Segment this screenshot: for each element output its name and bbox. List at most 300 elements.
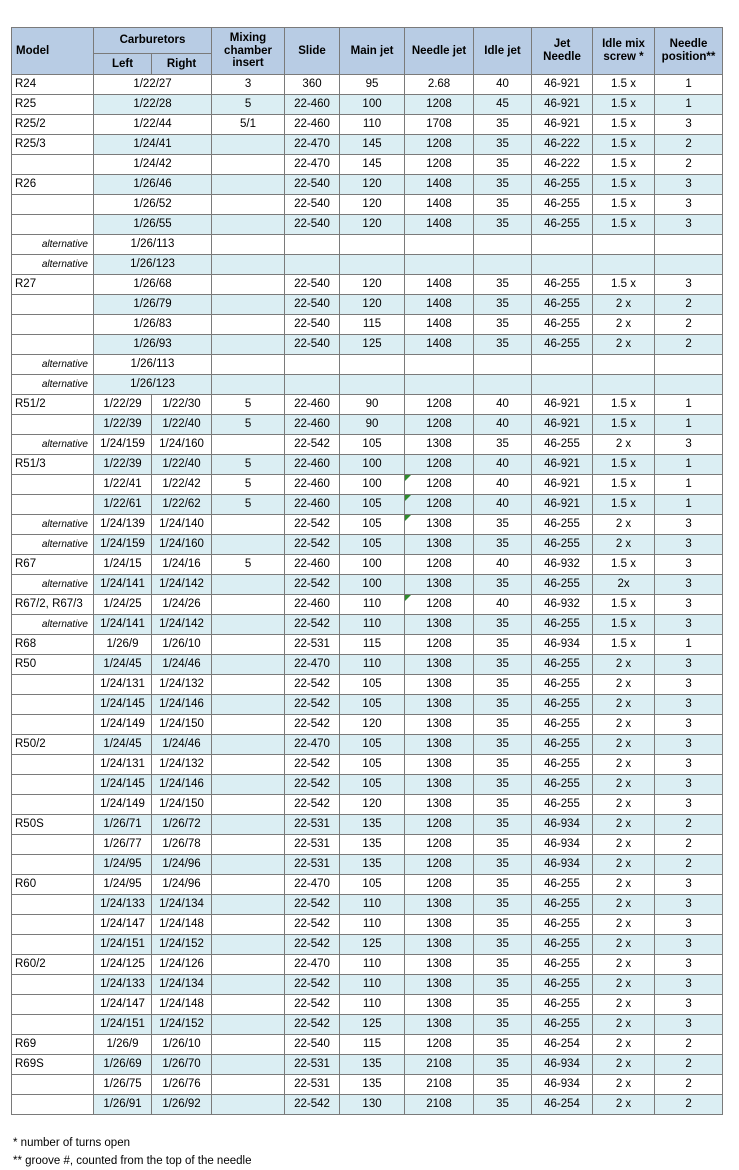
jet-needle-cell: 46-934	[532, 855, 593, 875]
jet-needle-cell: 46-255	[532, 615, 593, 635]
table-row	[12, 555, 723, 575]
slide-cell: 22-531	[285, 835, 340, 855]
needle-position-cell: 3	[655, 1015, 723, 1035]
header-left: Left	[94, 54, 152, 75]
idle-jet-cell: 35	[474, 335, 532, 355]
needle-position-cell: 3	[655, 535, 723, 555]
carburetor-left-cell: 1/26/91	[94, 1095, 152, 1115]
jet-needle-cell: 46-921	[532, 415, 593, 435]
carburetor-right-cell: 1/24/148	[152, 995, 212, 1015]
idle-jet-cell: 35	[474, 1015, 532, 1035]
model-cell	[12, 215, 94, 235]
carburetor-cell: 1/26/46	[94, 175, 212, 195]
slide-cell: 22-542	[285, 975, 340, 995]
jet-needle-cell: 46-932	[532, 555, 593, 575]
model-cell	[12, 1075, 94, 1095]
table-row	[12, 535, 723, 555]
jet-needle-cell: 46-254	[532, 1035, 593, 1055]
model-cell: R69	[12, 1035, 94, 1055]
needle-jet-cell: 1408	[405, 335, 474, 355]
carburetor-right-cell: 1/24/132	[152, 755, 212, 775]
header-jet-needle: Jet Needle	[532, 28, 593, 75]
main-jet-cell: 90	[340, 395, 405, 415]
mixing-insert-cell: 5	[212, 475, 285, 495]
main-jet-cell: 120	[340, 795, 405, 815]
needle-position-cell: 3	[655, 755, 723, 775]
carburetor-right-cell: 1/22/62	[152, 495, 212, 515]
main-jet-cell: 105	[340, 755, 405, 775]
idle-mix-screw-cell: 1.5 x	[593, 275, 655, 295]
jet-needle-cell: 46-255	[532, 315, 593, 335]
idle-jet-cell: 35	[474, 1095, 532, 1115]
jet-needle-cell: 46-254	[532, 1095, 593, 1115]
main-jet-cell: 105	[340, 735, 405, 755]
mixing-insert-cell: 5	[212, 495, 285, 515]
needle-position-cell: 2	[655, 835, 723, 855]
main-jet-cell	[340, 375, 405, 395]
table-row	[12, 715, 723, 735]
idle-jet-cell: 35	[474, 695, 532, 715]
main-jet-cell: 100	[340, 475, 405, 495]
table-row	[12, 1055, 723, 1075]
idle-jet-cell: 35	[474, 715, 532, 735]
carburetor-right-cell: 1/24/160	[152, 435, 212, 455]
table-row	[12, 655, 723, 675]
jet-needle-cell: 46-932	[532, 595, 593, 615]
model-cell	[12, 315, 94, 335]
idle-jet-cell	[474, 375, 532, 395]
main-jet-cell: 125	[340, 335, 405, 355]
mixing-insert-cell	[212, 215, 285, 235]
comment-marker-icon	[405, 595, 411, 601]
table-row	[12, 735, 723, 755]
idle-mix-screw-cell: 2 x	[593, 435, 655, 455]
main-jet-cell: 110	[340, 595, 405, 615]
jet-needle-cell: 46-255	[532, 915, 593, 935]
mixing-insert-cell	[212, 735, 285, 755]
needle-jet-cell: 1208	[405, 815, 474, 835]
needle-position-cell: 3	[655, 575, 723, 595]
needle-position-cell: 2	[655, 155, 723, 175]
needle-position-cell: 2	[655, 295, 723, 315]
carburetor-left-cell: 1/24/151	[94, 1015, 152, 1035]
mixing-insert-cell	[212, 975, 285, 995]
carburetor-cell: 1/22/28	[94, 95, 212, 115]
needle-position-cell: 2	[655, 335, 723, 355]
idle-jet-cell: 35	[474, 635, 532, 655]
carburetor-right-cell: 1/24/146	[152, 775, 212, 795]
jet-needle-cell: 46-255	[532, 295, 593, 315]
main-jet-cell: 105	[340, 775, 405, 795]
carburetor-cell: 1/26/68	[94, 275, 212, 295]
carburetor-left-cell: 1/24/145	[94, 775, 152, 795]
idle-mix-screw-cell: 1.5 x	[593, 615, 655, 635]
model-cell	[12, 835, 94, 855]
table-row	[12, 935, 723, 955]
table-row	[12, 1095, 723, 1115]
carburetor-left-cell: 1/26/69	[94, 1055, 152, 1075]
needle-jet-cell: 1208	[405, 415, 474, 435]
idle-jet-cell: 35	[474, 975, 532, 995]
table-row	[12, 515, 723, 535]
carburetor-right-cell: 1/24/26	[152, 595, 212, 615]
slide-cell: 22-542	[285, 935, 340, 955]
idle-mix-screw-cell: 2 x	[593, 935, 655, 955]
mixing-insert-cell	[212, 615, 285, 635]
main-jet-cell: 135	[340, 835, 405, 855]
carburetor-right-cell: 1/24/150	[152, 795, 212, 815]
main-jet-cell: 110	[340, 995, 405, 1015]
table-row	[12, 595, 723, 615]
idle-mix-screw-cell: 2 x	[593, 295, 655, 315]
slide-cell: 22-542	[285, 695, 340, 715]
carburetor-left-cell: 1/24/147	[94, 915, 152, 935]
slide-cell: 22-470	[285, 655, 340, 675]
table-row	[12, 115, 723, 135]
needle-position-cell: 3	[655, 735, 723, 755]
idle-jet-cell	[474, 355, 532, 375]
mixing-insert-cell: 5	[212, 395, 285, 415]
carburetor-cell: 1/22/44	[94, 115, 212, 135]
idle-jet-cell: 35	[474, 775, 532, 795]
mixing-insert-cell	[212, 515, 285, 535]
model-cell: alternative	[12, 355, 94, 375]
mixing-insert-cell: 5/1	[212, 115, 285, 135]
needle-jet-cell: 1308	[405, 715, 474, 735]
mixing-insert-cell	[212, 255, 285, 275]
carburetor-right-cell: 1/26/92	[152, 1095, 212, 1115]
jet-needle-cell: 46-255	[532, 935, 593, 955]
needle-position-cell: 3	[655, 715, 723, 735]
needle-jet-cell: 1208	[405, 595, 474, 615]
slide-cell: 22-540	[285, 315, 340, 335]
carburetor-left-cell: 1/24/125	[94, 955, 152, 975]
idle-jet-cell: 35	[474, 915, 532, 935]
carburetor-left-cell: 1/26/9	[94, 635, 152, 655]
main-jet-cell: 145	[340, 155, 405, 175]
needle-position-cell: 3	[655, 615, 723, 635]
model-cell: alternative	[12, 575, 94, 595]
mixing-insert-cell	[212, 535, 285, 555]
carburetor-left-cell: 1/24/95	[94, 875, 152, 895]
model-cell: alternative	[12, 375, 94, 395]
mixing-insert-cell	[212, 1035, 285, 1055]
main-jet-cell: 110	[340, 655, 405, 675]
needle-jet-cell	[405, 255, 474, 275]
needle-jet-cell: 1408	[405, 195, 474, 215]
needle-jet-cell: 1308	[405, 995, 474, 1015]
model-cell: R27	[12, 275, 94, 295]
idle-jet-cell: 40	[474, 475, 532, 495]
header-carburetors: Carburetors	[94, 28, 212, 54]
slide-cell: 22-540	[285, 335, 340, 355]
carburetor-right-cell: 1/24/140	[152, 515, 212, 535]
carburetor-cell: 1/26/113	[94, 355, 212, 375]
needle-jet-cell: 1408	[405, 315, 474, 335]
header-slide: Slide	[285, 28, 340, 75]
mixing-insert-cell	[212, 935, 285, 955]
idle-jet-cell: 45	[474, 95, 532, 115]
jet-needle-cell: 46-921	[532, 95, 593, 115]
mixing-insert-cell	[212, 875, 285, 895]
idle-jet-cell: 35	[474, 655, 532, 675]
slide-cell: 22-531	[285, 635, 340, 655]
carburetor-left-cell: 1/24/145	[94, 695, 152, 715]
mixing-insert-cell	[212, 155, 285, 175]
carburetor-right-cell: 1/26/70	[152, 1055, 212, 1075]
main-jet-cell: 105	[340, 435, 405, 455]
needle-jet-cell: 1208	[405, 1035, 474, 1055]
main-jet-cell: 110	[340, 955, 405, 975]
model-cell: R26	[12, 175, 94, 195]
model-cell	[12, 775, 94, 795]
slide-cell: 22-542	[285, 575, 340, 595]
slide-cell: 22-542	[285, 615, 340, 635]
model-cell	[12, 1015, 94, 1035]
slide-cell: 22-542	[285, 715, 340, 735]
model-cell: R60/2	[12, 955, 94, 975]
mixing-insert-cell: 5	[212, 95, 285, 115]
main-jet-cell: 105	[340, 875, 405, 895]
comment-marker-icon	[405, 475, 411, 481]
needle-position-cell: 1	[655, 455, 723, 475]
needle-jet-cell: 1408	[405, 175, 474, 195]
jet-needle-cell: 46-255	[532, 735, 593, 755]
carburetor-right-cell: 1/24/150	[152, 715, 212, 735]
needle-position-cell: 2	[655, 1055, 723, 1075]
model-cell	[12, 715, 94, 735]
main-jet-cell: 135	[340, 1075, 405, 1095]
needle-jet-cell: 1208	[405, 555, 474, 575]
carburetor-cell: 1/26/55	[94, 215, 212, 235]
idle-mix-screw-cell: 2 x	[593, 1055, 655, 1075]
carburetor-left-cell: 1/22/41	[94, 475, 152, 495]
mixing-insert-cell	[212, 295, 285, 315]
main-jet-cell	[340, 235, 405, 255]
table-row	[12, 275, 723, 295]
carburetor-right-cell: 1/24/142	[152, 575, 212, 595]
main-jet-cell: 120	[340, 715, 405, 735]
needle-position-cell: 3	[655, 935, 723, 955]
needle-jet-cell: 1308	[405, 615, 474, 635]
idle-jet-cell: 35	[474, 115, 532, 135]
table-row	[12, 395, 723, 415]
carburetor-right-cell: 1/26/10	[152, 635, 212, 655]
idle-jet-cell: 35	[474, 755, 532, 775]
carburetor-left-cell: 1/24/147	[94, 995, 152, 1015]
idle-jet-cell: 35	[474, 675, 532, 695]
model-cell	[12, 855, 94, 875]
model-cell: R24	[12, 75, 94, 95]
jet-needle-cell: 46-255	[532, 655, 593, 675]
idle-mix-screw-cell: 2 x	[593, 775, 655, 795]
slide-cell: 22-460	[285, 495, 340, 515]
idle-mix-screw-cell: 2x	[593, 575, 655, 595]
main-jet-cell: 125	[340, 1015, 405, 1035]
jet-needle-cell: 46-255	[532, 215, 593, 235]
carburetor-left-cell: 1/24/159	[94, 535, 152, 555]
slide-cell: 22-460	[285, 455, 340, 475]
mixing-insert-cell	[212, 135, 285, 155]
idle-mix-screw-cell: 1.5 x	[593, 555, 655, 575]
idle-jet-cell: 35	[474, 135, 532, 155]
slide-cell: 22-540	[285, 215, 340, 235]
model-cell	[12, 155, 94, 175]
mixing-insert-cell	[212, 955, 285, 975]
main-jet-cell: 120	[340, 215, 405, 235]
idle-mix-screw-cell: 2 x	[593, 1015, 655, 1035]
slide-cell: 22-542	[285, 915, 340, 935]
idle-jet-cell: 35	[474, 1075, 532, 1095]
jet-needle-cell: 46-934	[532, 815, 593, 835]
table-row	[12, 1075, 723, 1095]
carburetor-right-cell: 1/24/132	[152, 675, 212, 695]
slide-cell: 22-531	[285, 1075, 340, 1095]
idle-mix-screw-cell: 2 x	[593, 335, 655, 355]
slide-cell: 360	[285, 75, 340, 95]
carburetor-left-cell: 1/26/71	[94, 815, 152, 835]
idle-mix-screw-cell: 2 x	[593, 1035, 655, 1055]
carburetor-cell: 1/24/41	[94, 135, 212, 155]
jet-needle-cell: 46-255	[532, 575, 593, 595]
carburetor-right-cell: 1/26/76	[152, 1075, 212, 1095]
table-body	[12, 75, 723, 1115]
main-jet-cell: 130	[340, 1095, 405, 1115]
mixing-insert-cell	[212, 1015, 285, 1035]
carburetor-left-cell: 1/22/39	[94, 455, 152, 475]
model-cell: alternative	[12, 235, 94, 255]
idle-jet-cell: 35	[474, 795, 532, 815]
jet-needle-cell: 46-255	[532, 1015, 593, 1035]
idle-mix-screw-cell: 1.5 x	[593, 135, 655, 155]
slide-cell: 22-542	[285, 515, 340, 535]
carburetor-right-cell: 1/24/152	[152, 935, 212, 955]
needle-jet-cell: 2108	[405, 1055, 474, 1075]
slide-cell: 22-540	[285, 275, 340, 295]
carburetor-left-cell: 1/24/25	[94, 595, 152, 615]
needle-position-cell: 3	[655, 115, 723, 135]
idle-mix-screw-cell	[593, 355, 655, 375]
needle-jet-cell: 1208	[405, 455, 474, 475]
slide-cell	[285, 355, 340, 375]
mixing-insert-cell	[212, 1095, 285, 1115]
needle-position-cell: 3	[655, 795, 723, 815]
idle-jet-cell: 35	[474, 895, 532, 915]
model-cell	[12, 475, 94, 495]
carburetor-left-cell: 1/26/9	[94, 1035, 152, 1055]
main-jet-cell: 115	[340, 1035, 405, 1055]
mixing-insert-cell	[212, 795, 285, 815]
needle-jet-cell: 1308	[405, 915, 474, 935]
jet-needle-cell: 46-921	[532, 115, 593, 135]
model-cell	[12, 415, 94, 435]
idle-jet-cell: 40	[474, 455, 532, 475]
slide-cell: 22-540	[285, 175, 340, 195]
jet-needle-cell: 46-255	[532, 435, 593, 455]
idle-mix-screw-cell: 2 x	[593, 815, 655, 835]
needle-jet-cell: 1308	[405, 515, 474, 535]
carburetor-right-cell: 1/22/40	[152, 455, 212, 475]
table-row	[12, 75, 723, 95]
model-cell	[12, 995, 94, 1015]
carburetor-cell: 1/22/27	[94, 75, 212, 95]
mixing-insert-cell	[212, 855, 285, 875]
main-jet-cell: 110	[340, 115, 405, 135]
carburetor-right-cell: 1/24/96	[152, 855, 212, 875]
idle-mix-screw-cell: 2 x	[593, 835, 655, 855]
mixing-insert-cell	[212, 755, 285, 775]
idle-mix-screw-cell: 2 x	[593, 915, 655, 935]
needle-jet-cell: 1208	[405, 135, 474, 155]
table-row	[12, 1035, 723, 1055]
table-row	[12, 195, 723, 215]
needle-jet-cell: 1408	[405, 215, 474, 235]
carburetor-cell: 1/26/52	[94, 195, 212, 215]
idle-mix-screw-cell: 2 x	[593, 655, 655, 675]
needle-jet-cell: 1308	[405, 735, 474, 755]
idle-jet-cell: 35	[474, 835, 532, 855]
idle-mix-screw-cell: 1.5 x	[593, 635, 655, 655]
model-cell	[12, 935, 94, 955]
header-model: Model	[12, 28, 94, 75]
idle-jet-cell: 35	[474, 1055, 532, 1075]
carburetor-right-cell: 1/24/142	[152, 615, 212, 635]
carburetor-cell: 1/24/42	[94, 155, 212, 175]
mixing-insert-cell	[212, 915, 285, 935]
needle-jet-cell: 1308	[405, 655, 474, 675]
main-jet-cell: 100	[340, 455, 405, 475]
needle-jet-cell: 1308	[405, 435, 474, 455]
idle-mix-screw-cell: 1.5 x	[593, 155, 655, 175]
model-cell: R25	[12, 95, 94, 115]
table-row	[12, 435, 723, 455]
needle-jet-cell: 1308	[405, 975, 474, 995]
mixing-insert-cell	[212, 655, 285, 675]
model-cell: alternative	[12, 515, 94, 535]
needle-jet-cell: 1208	[405, 395, 474, 415]
table-row	[12, 315, 723, 335]
main-jet-cell: 105	[340, 675, 405, 695]
table-row	[12, 335, 723, 355]
needle-jet-cell: 1208	[405, 475, 474, 495]
slide-cell	[285, 235, 340, 255]
header-right: Right	[152, 54, 212, 75]
needle-position-cell: 2	[655, 135, 723, 155]
carburetor-left-cell: 1/24/15	[94, 555, 152, 575]
slide-cell: 22-542	[285, 1015, 340, 1035]
table-row	[12, 495, 723, 515]
main-jet-cell: 135	[340, 815, 405, 835]
carburetor-left-cell: 1/24/159	[94, 435, 152, 455]
model-cell	[12, 895, 94, 915]
carburetor-right-cell: 1/24/146	[152, 695, 212, 715]
main-jet-cell: 95	[340, 75, 405, 95]
idle-mix-screw-cell: 1.5 x	[593, 195, 655, 215]
slide-cell: 22-542	[285, 675, 340, 695]
jet-needle-cell	[532, 375, 593, 395]
idle-mix-screw-cell: 1.5 x	[593, 115, 655, 135]
slide-cell: 22-460	[285, 95, 340, 115]
mixing-insert-cell	[212, 375, 285, 395]
jet-needle-cell: 46-255	[532, 175, 593, 195]
table-row	[12, 355, 723, 375]
idle-mix-screw-cell: 2 x	[593, 1095, 655, 1115]
main-jet-cell	[340, 355, 405, 375]
needle-position-cell: 2	[655, 315, 723, 335]
main-jet-cell: 110	[340, 975, 405, 995]
table-row	[12, 255, 723, 275]
jet-needle-cell: 46-255	[532, 875, 593, 895]
